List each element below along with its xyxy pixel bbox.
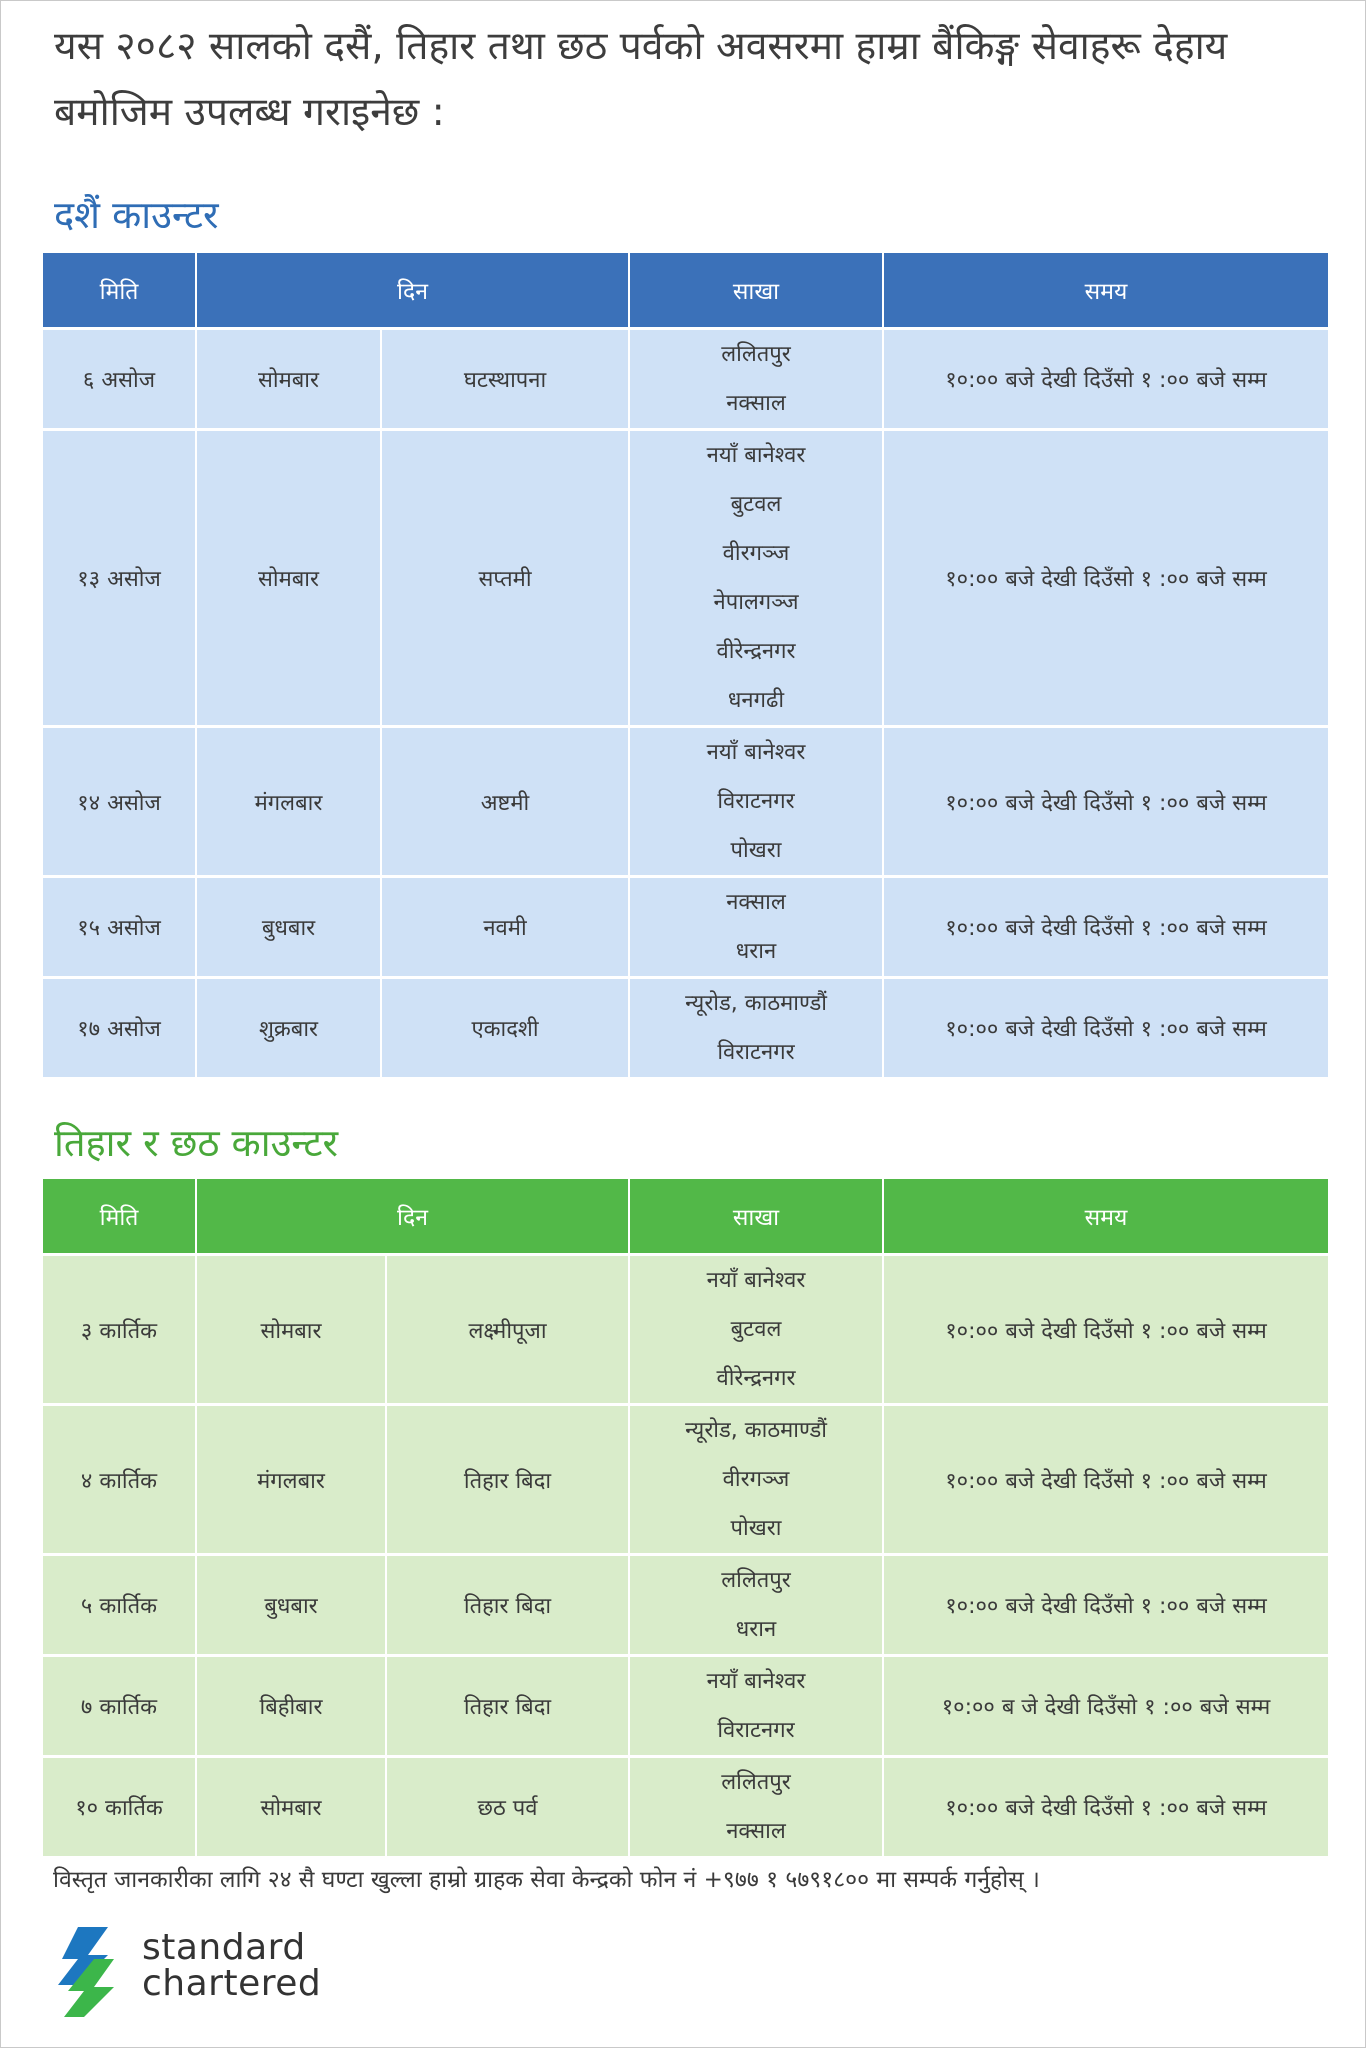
cell-branches [629,1757,883,1857]
branch-name: ललितपुर [721,1770,791,1795]
header-branch: साखा [629,253,883,329]
branch-name: नयाँ बानेश्वर [706,740,806,765]
cell-branches [629,1555,883,1656]
cell-day: मंगलबार [196,727,381,877]
branch-name: पोखरा [730,838,782,863]
cell-time: १०:०० बजे देखी दिउँसो १ :०० बजे सम्म [883,978,1328,1078]
branch-name: पोखरा [730,1516,782,1541]
cell-festival: छठ पर्व [386,1757,629,1857]
cell-date: ३ कार्तिक [43,1255,196,1405]
cell-branches [629,727,883,877]
branch-name: वीरगञ्ज [722,1467,790,1492]
header-time: समय [883,253,1328,329]
cell-branches [629,1255,883,1405]
header-date: मिति [43,1179,196,1255]
cell-day: बिहीबार [196,1656,386,1757]
cell-date: ६ असोज [43,329,196,430]
cell-festival: घटस्थापना [381,329,629,430]
cell-time: १०:०० बजे देखी दिउँसो १ :०० बजे सम्म [883,1255,1328,1405]
header-date: मिति [43,253,196,329]
cell-time: १०:०० बजे देखी दिउँसो १ :०० बजे सम्म [883,727,1328,877]
standard-chartered-wordmark [142,1927,322,2004]
cell-festival: लक्ष्मीपूजा [386,1255,629,1405]
cell-day: सोमबार [196,430,381,727]
branch-name: नक्साल [726,391,786,416]
tihar-table-body [43,1255,1328,1857]
cell-day: मंगलबार [196,1405,386,1555]
table-row [43,430,1328,727]
branch-name: धनगढी [727,688,785,713]
cell-branches [629,978,883,1078]
table-row [43,1255,1328,1405]
cell-time: १०:०० बजे देखी दिउँसो १ :०० बजे सम्म [883,430,1328,727]
table-row [43,1555,1328,1656]
table-header-row [43,253,1328,329]
branch-name: धरान [735,1617,777,1642]
dashain-table-body [43,329,1328,1078]
cell-day: सोमबार [196,1757,386,1857]
branch-name: नयाँ बानेश्वर [706,1669,806,1694]
cell-date: १४ असोज [43,727,196,877]
branch-name: बुटवल [730,1317,782,1342]
branch-name: ललितपुर [721,342,791,367]
branch-name: नक्साल [726,890,786,915]
branch-name: विराटनगर [717,1040,795,1065]
tihar-counter-title: तिहार र छठ काउन्टर [54,1121,339,1165]
table-row [43,1757,1328,1857]
cell-time: १०:०० बजे देखी दिउँसो १ :०० बजे सम्म [883,1555,1328,1656]
tihar-schedule-table [43,1179,1328,1856]
cell-day: बुधबार [196,877,381,978]
branch-name: न्यूरोड, काठमाण्डौं [685,1418,827,1443]
cell-time: १०:०० ब जे देखी दिउँसो १ :०० बजे सम्म [883,1656,1328,1757]
table-row [43,877,1328,978]
header-time: समय [883,1179,1328,1255]
branch-name: ललितपुर [721,1568,791,1593]
cell-festival: तिहार बिदा [386,1656,629,1757]
cell-date: १३ असोज [43,430,196,727]
cell-branches [629,1656,883,1757]
cell-festival: अष्टमी [381,727,629,877]
cell-day: बुधबार [196,1555,386,1656]
branch-name: नेपालगञ्ज [713,590,799,615]
cell-festival: एकादशी [381,978,629,1078]
table-row [43,727,1328,877]
cell-festival: तिहार बिदा [386,1555,629,1656]
branch-name: न्यूरोड, काठमाण्डौं [685,991,827,1016]
branch-name: वीरेन्द्रनगर [716,1366,796,1391]
table-header-row [43,1179,1328,1255]
cell-festival: सप्तमी [381,430,629,727]
branch-name: नयाँ बानेश्वर [706,443,806,468]
dashain-schedule-table [43,253,1328,1077]
cell-time: १०:०० बजे देखी दिउँसो १ :०० बजे सम्म [883,877,1328,978]
dashain-counter-title: दशैं काउन्टर [54,193,219,237]
table-row [43,1405,1328,1555]
cell-day: सोमबार [196,329,381,430]
table-row [43,978,1328,1078]
cell-branches [629,877,883,978]
branch-name: वीरगञ्ज [722,541,790,566]
branch-name: विराटनगर [717,1718,795,1743]
header-day: दिन [196,253,629,329]
cell-branches [629,1405,883,1555]
cell-date: ४ कार्तिक [43,1405,196,1555]
cell-festival: तिहार बिदा [386,1405,629,1555]
branch-name: वीरेन्द्रनगर [716,639,796,664]
cell-day: शुक्रबार [196,978,381,1078]
branch-name: बुटवल [730,492,782,517]
cell-time: १०:०० बजे देखी दिउँसो १ :०० बजे सम्म [883,1757,1328,1857]
logo-line-chartered: chartered [142,1963,322,2004]
cell-date: ५ कार्तिक [43,1555,196,1656]
cell-date: १० कार्तिक [43,1757,196,1857]
cell-date: ७ कार्तिक [43,1656,196,1757]
logo-line-standard: standard [142,1927,306,1968]
cell-festival: नवमी [381,877,629,978]
cell-time: १०:०० बजे देखी दिउँसो १ :०० बजे सम्म [883,329,1328,430]
cell-branches [629,329,883,430]
cell-branches [629,430,883,727]
intro-text: यस २०८२ सालको दसैं, तिहार तथा छठ पर्वको अवसरमा हाम्रा बैंकिङ्ग सेवाहरू देहाय बमोजिम उपलब्ध गराइनेछ : [54,24,1228,135]
table-row [43,1656,1328,1757]
table-row [43,329,1328,430]
cell-day: सोमबार [196,1255,386,1405]
branch-name: नक्साल [726,1819,786,1844]
cell-date: १५ असोज [43,877,196,978]
branch-name: धरान [735,939,777,964]
branch-name: विराटनगर [717,789,795,814]
cell-date: १७ असोज [43,978,196,1078]
branch-name: नयाँ बानेश्वर [706,1268,806,1293]
header-day: दिन [196,1179,629,1255]
cell-time: १०:०० बजे देखी दिउँसो १ :०० बजे सम्म [883,1405,1328,1555]
header-branch: साखा [629,1179,883,1255]
contact-footnote: विस्तृत जानकारीका लागि २४ सै घण्टा खुल्ला हाम्रो ग्राहक सेवा केन्द्रको फोन नं +९७७ १ ५७९१८०० मा सम्पर्क गर्नुहोस् । [53,1867,1040,1893]
